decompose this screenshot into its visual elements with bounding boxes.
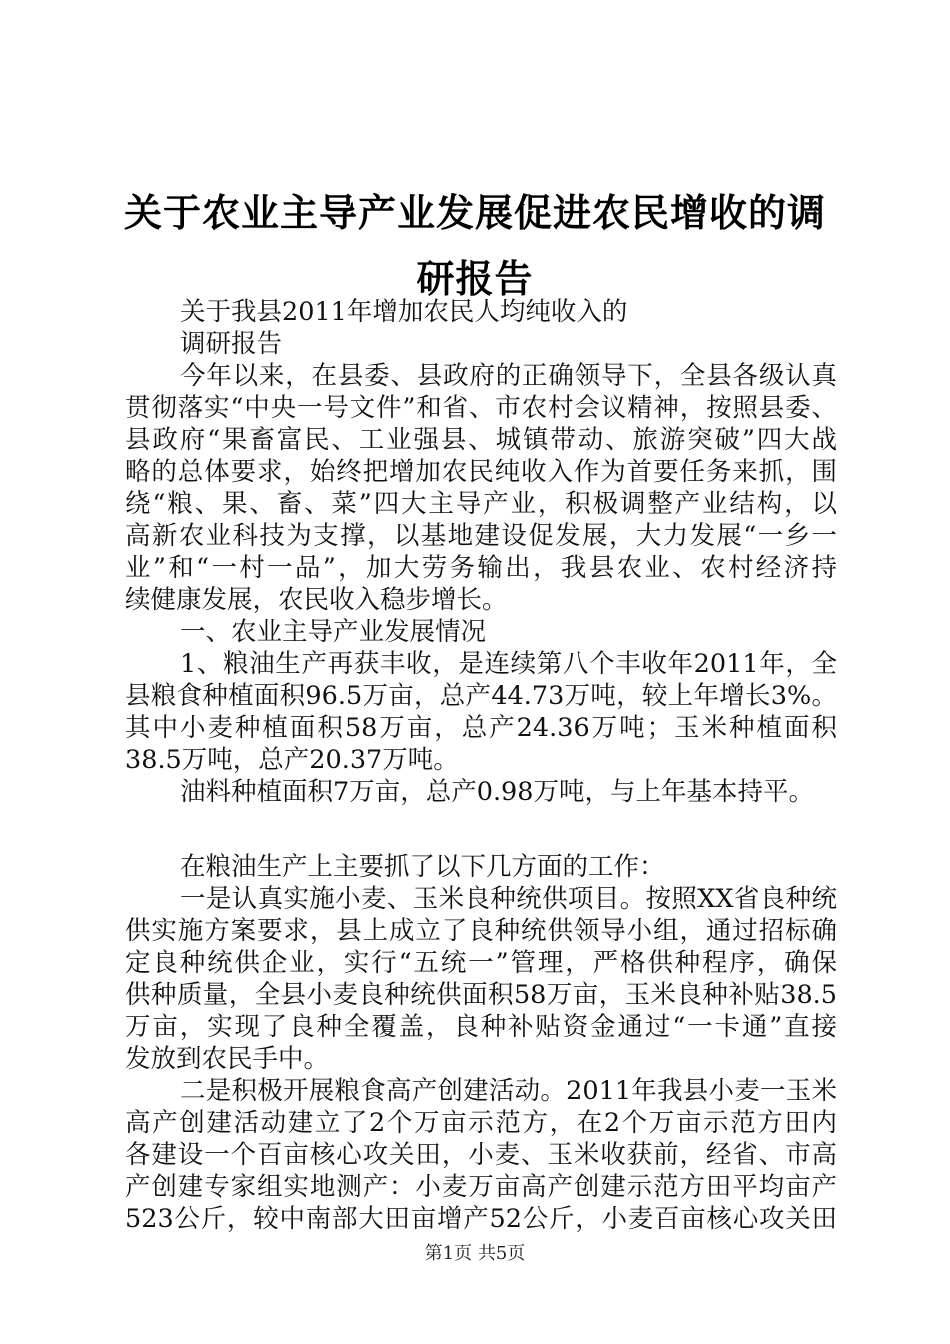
text-line: 略的总体要求，始终把增加农民纯收入作为首要任务来抓，围 [125,457,837,487]
text-line: 续健康发展，农民收入稳步增长。 [125,585,508,615]
text-line: 产创建专家组实地测产：小麦万亩高产创建示范方田平均亩产 [125,1172,837,1202]
text-line: 关于我县2011年增加农民人均纯收入的 [180,297,628,327]
text-line: 调研报告 [180,329,283,359]
text-line: 万亩，实现了良种全覆盖，良种补贴资金通过“一卡通”直接 [125,1012,837,1042]
text-line: 绕“粮、果、畜、菜”四大主导产业，积极调整产业结构，以 [125,489,837,519]
text-line: 高产创建活动建立了2个万亩示范方，在2个万亩示范方田内 [125,1108,837,1138]
text-line: 供实施方案要求，县上成立了良种统供领导小组，通过招标确 [125,916,837,946]
text-line: 县政府“果畜富民、工业强县、城镇带动、旅游突破”四大战 [125,425,837,455]
text-line: 供种质量，全县小麦良种统供面积58万亩，玉米良种补贴38.5 [125,980,837,1010]
page-footer: 第1页 共5页 [424,1243,526,1264]
text-line: 县粮食种植面积96.5万亩，总产44.73万吨，较上年增长3%。 [125,681,837,711]
text-line: 今年以来，在县委、县政府的正确领导下，全县各级认真 [180,361,837,391]
blank-line [125,808,837,851]
text-line: 二是积极开展粮食高产创建活动。2011年我县小麦一玉米 [180,1076,837,1106]
text-line: 一是认真实施小麦、玉米良种统供项目。按照XX省良种统 [180,884,837,914]
document-title: 关于农业主导产业发展促进农民增收的调研报告 [123,191,826,301]
text-line: 在粮油生产上主要抓了以下几方面的工作： [180,852,665,882]
text-line: 各建设一个百亩核心攻关田，小麦、玉米收获前，经省、市高 [125,1140,837,1170]
text-line: 38.5万吨，总产20.37万吨。 [125,745,459,775]
text-line: 其中小麦种植面积58万亩，总产24.36万吨；玉米种植面积 [125,713,837,743]
text-line: 1、粮油生产再获丰收，是连续第八个丰收年2011年，全 [180,649,837,679]
text-line: 油料种植面积7万亩，总产0.98万吨，与上年基本持平。 [180,777,815,807]
text-line: 523公斤，较中南部大田亩增产52公斤，小麦百亩核心攻关田 [125,1204,837,1234]
text-line: 定良种统供企业，实行“五统一”管理，严格供种程序，确保 [125,948,837,978]
text-line: 一、农业主导产业发展情况 [180,617,487,647]
text-line: 贯彻落实“中央一号文件”和省、市农村会议精神，按照县委、 [125,393,837,423]
text-line: 发放到农民手中。 [125,1044,330,1074]
document-body [125,296,837,1235]
text-line: 高新农业科技为支撑，以基地建设促发展，大力发展“一乡一 [125,521,837,551]
text-line: 业”和“一村一品”，加大劳务输出，我县农业、农村经济持 [125,553,837,583]
